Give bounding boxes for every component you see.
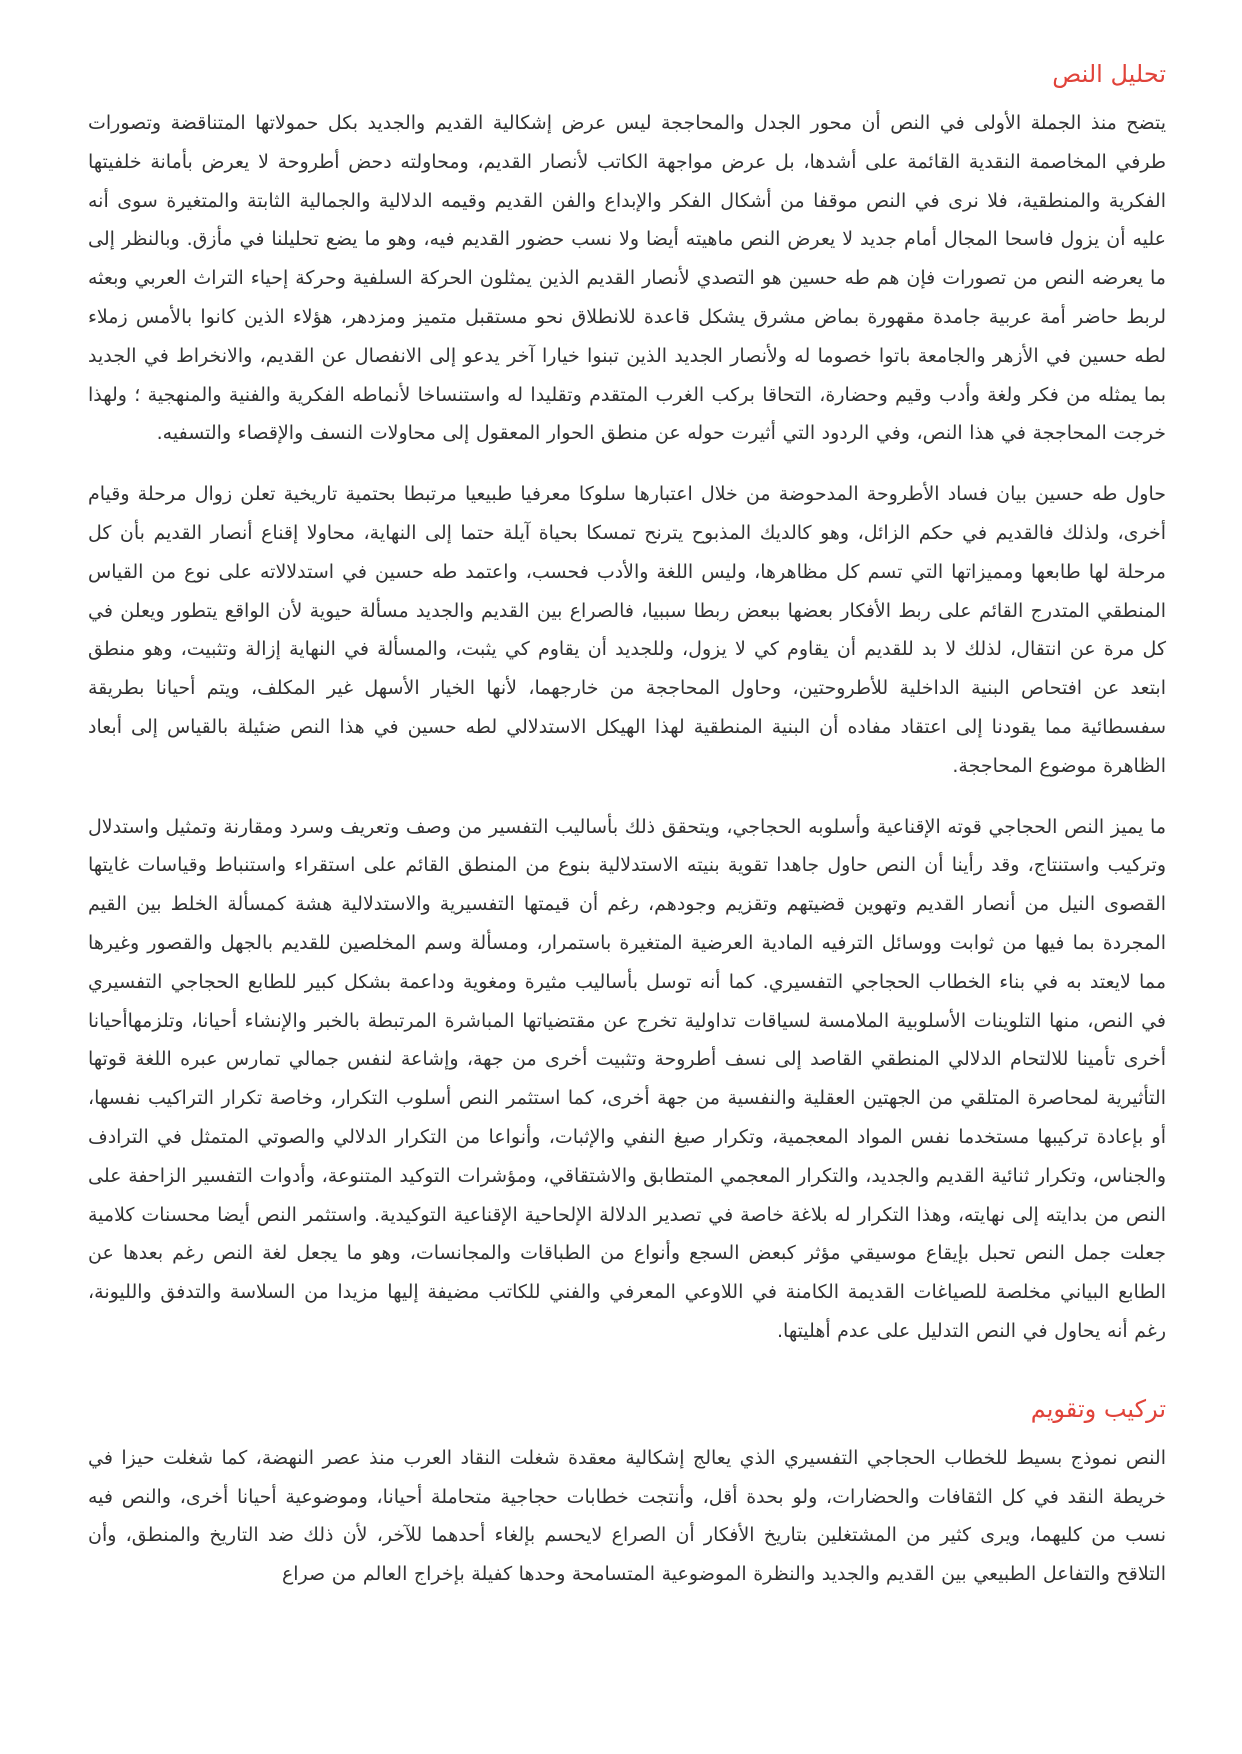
paragraph: حاول طه حسين بيان فساد الأطروحة المدحوضة من خلال اعتبارها سلوكا معرفيا طبيعيا مرتبطا بحتمية تاريخية تعلن زوال مرحلة وقيام أخرى، ولذلك فالقديم في حكم الزائل، وهو كالديك المذبوح يترنح تمسكا بحياة آيلة حتما إلى النهاية، محاولا إقناع أنصار القديم بأن كل مرحلة لها طابعها ومميزاتها التي تسم كل مظاهرها، وليس اللغة والأدب فحسب، واعتمد طه حسين في استدلالاته على نوع من القياس المنطقي المتدرج القائم على ربط الأفكار بعضها ببعض ربطا سببيا، فالصراع بين القديم والجديد مسألة حيوية لأن الواقع يتطور ويعلن في كل مرة عن انتقال، لذلك لا بد للقديم أن يقاوم كي لا يزول، وللجديد أن يقاوم كي يثبت، والمسألة في النهاية إزالة وتثبيت، وهو منطق ابتعد عن افتحاص البنية الداخلية للأطروحتين، وحاول المحاججة من خارجهما، لأنها الخيار الأسهل غير المكلف، ويتم أحيانا بطريقة سفسطائية مما يقودنا إلى اعتقاد مفاده أن البنية المنطقية لهذا الهيكل الاستدلالي لطه حسين في هذا النص ضئيلة بالقياس إلى أبعاد الظاهرة موضوع المحاججة. [88,483,1166,777]
document-page [88,52,1166,1616]
section-title-synthesis-evaluation: تركيب وتقويم [1030,1394,1166,1423]
section-title-text-analysis: تحليل النص [1052,60,1166,88]
paragraph: يتضح منذ الجملة الأولى في النص أن محور الجدل والمحاججة ليس عرض إشكالية القديم والجديد بكل حمولاتها المتناقضة وتصورات طرفي المخاصمة النقدية القائمة على أشدها، بل عرض مواجهة الكاتب لأنصار القديم، ومحاولته دحض أطروحة لا يعرض بأمانة خلفيتها الفكرية والمنطقية، فلا نرى في النص موقفا من أشكال الفكر والإبداع والفن القديم وقيمه الدلالية والجمالية الثابتة والمتغيرة سوى أنه عليه أن يزول فاسحا المجال أمام جديد لا يعرض النص ماهيته أيضا ولا نسب حضور القديم فيه، وهو ما يضع تحليلنا في مأزق. وبالنظر إلى ما يعرضه النص من تصورات فإن هم طه حسين هو التصدي لأنصار القديم الذين يمثلون الحركة السلفية وحركة إحياء التراث العربي وبعثه لربط حاضر أمة عربية جامدة مقهورة بماض مشرق يشكل قاعدة للانطلاق نحو مستقبل متميز ومزدهر، هؤلاء الذين كانوا بالأمس زملاء لطه حسين في الأزهر والجامعة باتوا خصوما له ولأنصار الجديد الذين تبنوا خيارا آخر يدعو إلى الانفصال عن القديم، والانخراط في الجديد بما يمثله من فكر ولغة وأدب وقيم وحضارة، التحاقا بركب الغرب المتقدم وتقليدا له واستنساخا لأنماطه الفكرية والفنية والمنهجية ؛ ولهذا خرجت المحاججة في هذا النص، وفي الردود التي أثيرت حوله عن منطق الحوار المعقول إلى محاولات النسف والإقصاء والتسفيه. [88,112,1166,445]
paragraph: ما يميز النص الحجاجي قوته الإقناعية وأسلوبه الحجاجي، ويتحقق ذلك بأساليب التفسير من وصف وتعريف وسرد ومقارنة وتمثيل واستدلال وتركيب واستنتاج، وقد رأينا أن النص حاول جاهدا تقوية بنيته الاستدلالية بنوع من المنطق القائم على استقراء واستنباط وقياسات غايتها القصوى النيل من أنصار القديم وتهوين قضيتهم وتقزيم وجودهم، رغم أن قيمتها التفسيرية والاستدلالية هشة كمسألة الخلط بين القيم المجردة بما فيها من ثوابت ووسائل الترفيه المادية العرضية المتغيرة باستمرار، ومسألة وسم المخلصين للقديم بالجهل والقصور وغيرها مما لايعتد به في بناء الخطاب الحجاجي التفسيري. كما أنه توسل بأساليب مثيرة ومغوية وداعمة بشكل كبير للطابع الحجاجي التفسيري في النص، منها التلوينات الأسلوبية الملامسة لسياقات تداولية تخرج عن مقتضياتها المباشرة المرتبطة بالخبر والإنشاء أحيانا، وتلزمهاأحيانا أخرى تأمينا للالتحام الدلالي المنطقي القاصد إلى نسف أطروحة وتثبيت أخرى من جهة، وإشاعة لنفس جمالي تمارس عبره اللغة قوتها التأثيرية لمحاصرة المتلقي من الجهتين العقلية والنفسية من جهة أخرى، كما استثمر النص أسلوب التكرار، وخاصة تكرار التراكيب نفسها، أو بإعادة تركيبها مستخدما نفس المواد المعجمية، وتكرار صيغ النفي والإثبات، وأنواعا من التكرار الدلالي والصوتي المتمثل في الترادف والجناس، وتكرار ثنائية القديم والجديد، والتكرار المعجمي المتطابق والاشتقاقي، ومؤشرات التوكيد المتنوعة، وأدوات التفسير الزاحفة على النص من بدايته إلى نهايته، وهذا التكرار له بلاغة خاصة في تصدير الدلالة الإلحاحية الإقناعية التوكيدية. واستثمر النص أيضا محسنات كلامية جعلت جمل النص تحبل بإيقاع موسيقي مؤثر كبعض السجع وأنواع من الطباقات والمجانسات، وهو ما يجعل لغة النص رغم بعدها عن الطابع البياني مخلصة للصياغات القديمة الكامنة في اللاوعي المعرفي والفني للكاتب مضيفة إليها مزيدا من السلاسة والتدفق والليونة، رغم أنه يحاول في النص التدليل على عدم أهليتها. [88,815,1166,1342]
paragraph: النص نموذج بسيط للخطاب الحجاجي التفسيري الذي يعالج إشكالية معقدة شغلت النقاد العرب منذ عصر النهضة، كما شغلت حيزا في خريطة النقد في كل الثقافات والحضارات، ولو بحدة أقل، وأنتجت خطابات حجاجية متحاملة أحيانا، وموضوعية أحيانا أخرى، والنص فيه نسب من كليهما، ويرى كثير من المشتغلين بتاريخ الأفكار أن الصراع لايحسم بإلغاء أحدهما للآخر، لأن ذلك ضد التاريخ والمنطق، وأن التلاقح والتفاعل الطبيعي بين القديم والجديد والنظرة الموضوعية المتسامحة وحدها كفيلة بإخراج العالم من صراع [88,1446,1166,1586]
